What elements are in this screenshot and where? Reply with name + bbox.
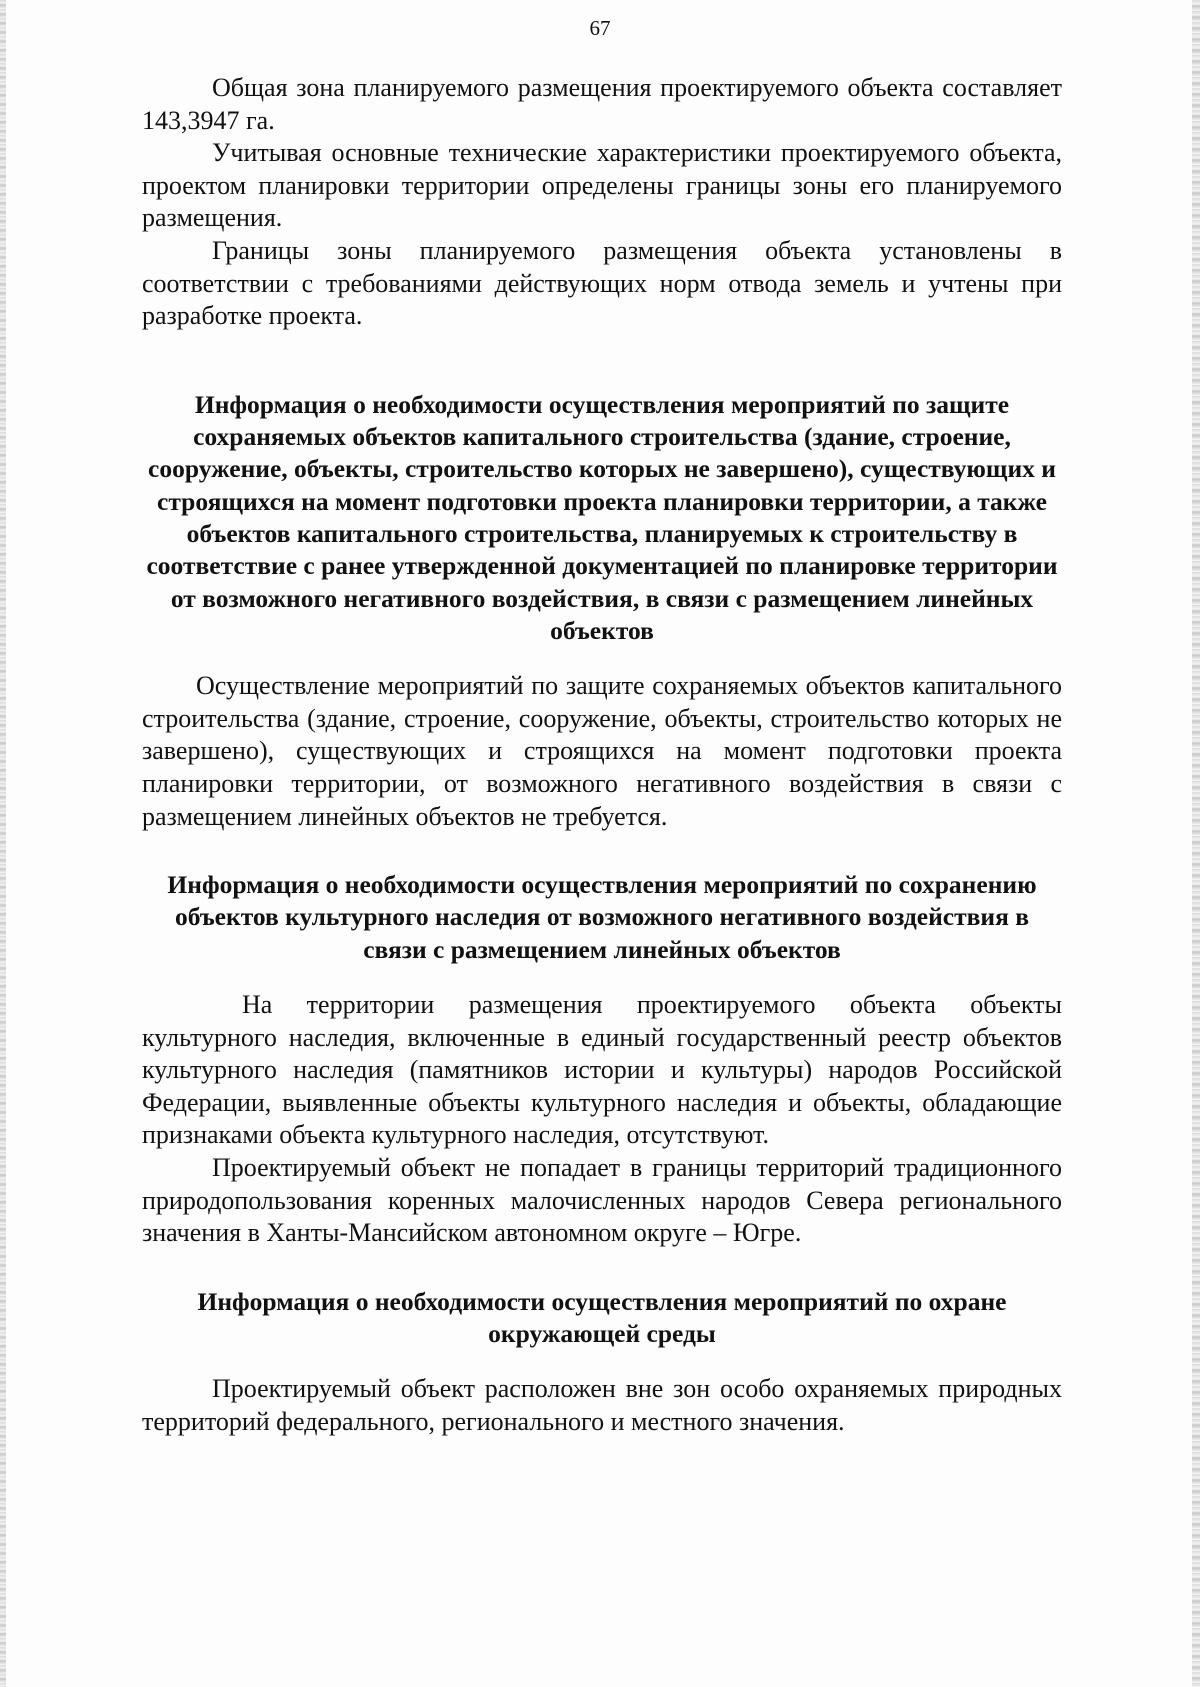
paragraph-zone-boundaries-norms: Границы зоны планируемого размещения объекта установлены в соответствии с требованиями действующих норм отвода земель и учтены при разработке проекта. (142, 235, 1062, 331)
scan-edge-right (1192, 0, 1200, 1687)
paragraph-zone-boundaries-defined: Учитывая основные технические характеристики проектируемого объекта, проектом планировки территории определены границы зоны его планируемого размещения. (142, 138, 1062, 233)
paragraph-cultural-heritage-absent: На территории размещения проектируемого объекта объекты культурного наследия, включенные в единый государственный реестр объектов культурного наследия (памятников истории и культуры) народов Российской Федерации, выявленные объекты культурного наследия и объекты, обладающие признаками объекта культурного наследия, отсутствуют. (142, 989, 1062, 1150)
paragraph-traditional-nature-use: Проектируемый объект не попадает в границы территорий традиционного природопользования коренных малочисленных народов Севера регионального значения в Ханты-Мансийском автономном округе – Югре. (142, 1152, 1062, 1248)
page-number: 67 (589, 16, 611, 40)
paragraph-protected-areas: Проектируемый объект расположен вне зон особо охраняемых природных территорий федерального, регионального и местного значения. (142, 1374, 1062, 1436)
section-heading-environment-protection: Информация о необходимости осуществления мероприятий по охране окружающей среды (197, 1286, 1007, 1349)
section-heading-capital-construction: Информация о необходимости осуществления мероприятий по защите сохраняемых объектов капитального строительства (здание, строение, сооружение, объекты, строительство которых не завершено), существующих и строящихся на момент подготовки проекта планировки территории, а также объектов капитального строительства, планируемых к строительству в соответствие с ранее утвержденной документацией по планировке территории от возможного негативного воздействия, в связи с размещением линейных объектов (146, 389, 1058, 645)
scan-edge-left (0, 0, 6, 1687)
document-body (142, 72, 1062, 1439)
section-heading-cultural-heritage: Информация о необходимости осуществления мероприятий по сохранению объектов культурного наследия от возможного негативного воздействия в связи с размещением линейных объектов (167, 870, 1037, 964)
paragraph-protection-measures: Осуществление мероприятий по защите сохраняемых объектов капитального строительства (здание, строение, сооружение, объекты, строительство которых не завершено), существующих и строящихся на момент подготовки проекта планировки территории, от возможного негативного воздействия в связи с размещением линейных объектов не требуется. (142, 671, 1062, 831)
paragraph-total-area: Общая зона планируемого размещения проектируемого объекта составляет 143,3947 га. (142, 73, 1062, 135)
